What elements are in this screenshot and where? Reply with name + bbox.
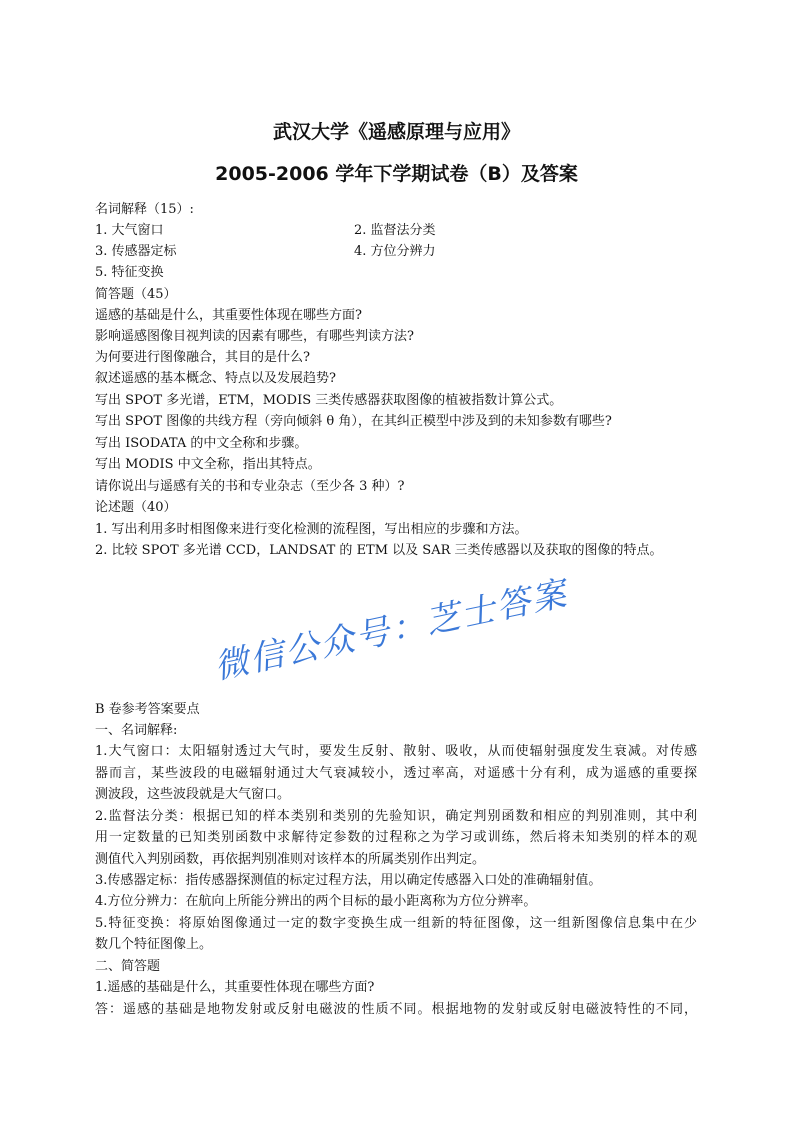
answer-question: 1.遥感的基础是什么，其重要性体现在哪些方面? xyxy=(95,980,375,995)
answer-line: 测波段，这些波段就是大气窗口。 xyxy=(95,787,291,802)
question-item: 请你说出与遥感有关的书和专业杂志（至少各 3 种）? xyxy=(95,479,405,494)
document-subtitle: 2005-2006 学年下学期试卷（B）及答案 xyxy=(215,163,578,185)
term-item: 4. 方位分辨力 xyxy=(354,244,436,259)
section-heading-terms: 名词解释（15）: xyxy=(95,202,194,217)
answer-line: 2.监督法分类：根据已知的样本类别和类别的先验知识，确定判别函数和相应的判别准则，其中利 xyxy=(95,809,697,824)
question-item: 写出 MODIS 中文全称，指出其特点。 xyxy=(95,457,321,472)
answers-part1-heading: 一、名词解释: xyxy=(95,723,178,738)
question-item: 写出 SPOT 图像的共线方程（旁向倾斜 θ 角），在其纠正模型中涉及到的未知参数有哪些? xyxy=(95,414,612,429)
section-heading-short-answer: 简答题（45） xyxy=(95,287,177,302)
question-item: 为何要进行图像融合，其目的是什么? xyxy=(95,350,310,365)
term-item: 2. 监督法分类 xyxy=(354,223,436,238)
essay-item: 1. 写出利用多时相图像来进行变化检测的流程图，写出相应的步骤和方法。 xyxy=(95,522,528,537)
answer-line: 数几个特征图像上。 xyxy=(95,937,213,952)
answer-line: 5.特征变换：将原始图像通过一定的数字变换生成一组新的特征图像，这一组新图像信息集中在少 xyxy=(95,916,697,931)
term-item: 3. 传感器定标 xyxy=(95,244,177,259)
essay-item: 2. 比较 SPOT 多光谱 CCD，LANDSAT 的 ETM 以及 SAR 三类传感器以及获取的图像的特点。 xyxy=(95,543,663,558)
answers-part2-heading: 二、简答题 xyxy=(95,959,161,974)
term-item: 1. 大气窗口 xyxy=(95,223,164,238)
question-item: 影响遥感图像目视判读的因素有哪些，有哪些判读方法? xyxy=(95,329,414,344)
question-item: 遥感的基础是什么，其重要性体现在哪些方面? xyxy=(95,308,362,323)
watermark: 微信公众号：芝士答案 xyxy=(210,573,572,688)
question-item: 写出 ISODATA 的中文全称和步骤。 xyxy=(95,436,308,451)
answer-line: 器而言，某些波段的电磁辐射通过大气衰减较小，透过率高，对遥感十分有利，成为遥感的重要探 xyxy=(95,766,697,781)
answers-heading: B 卷参考答案要点 xyxy=(95,702,200,717)
answer-line: 测值代入判别函数，再依据判别准则对该样本的所属类别作出判定。 xyxy=(95,852,486,867)
document-title: 武汉大学《遥感原理与应用》 xyxy=(272,121,520,143)
answer-line: 1.大气窗口：太阳辐射透过大气时，要发生反射、散射、吸收，从而使辐射强度发生衰减。对传感 xyxy=(95,744,697,759)
section-heading-essay: 论述题（40） xyxy=(95,500,177,515)
term-item: 5. 特征变换 xyxy=(95,265,164,280)
answer-line: 4.方位分辨力：在航向上所能分辨出的两个目标的最小距离称为方位分辨率。 xyxy=(95,894,537,909)
question-item: 写出 SPOT 多光谱，ETM，MODIS 三类传感器获取图像的植被指数计算公式。 xyxy=(95,393,563,408)
answer-line: 用一定数量的已知类别函数中求解待定参数的过程称之为学习或训练，然后将未知类别的样本的观 xyxy=(95,830,697,845)
answer-line: 答：遥感的基础是地物发射或反射电磁波的性质不同。根据地物的发射或反射电磁波特性的不同， xyxy=(95,1002,697,1017)
answer-line: 3.传感器定标：指传感器探测值的标定过程方法，用以确定传感器入口处的准确辐射值。 xyxy=(95,873,602,888)
question-item: 叙述遥感的基本概念、特点以及发展趋势? xyxy=(95,371,336,386)
